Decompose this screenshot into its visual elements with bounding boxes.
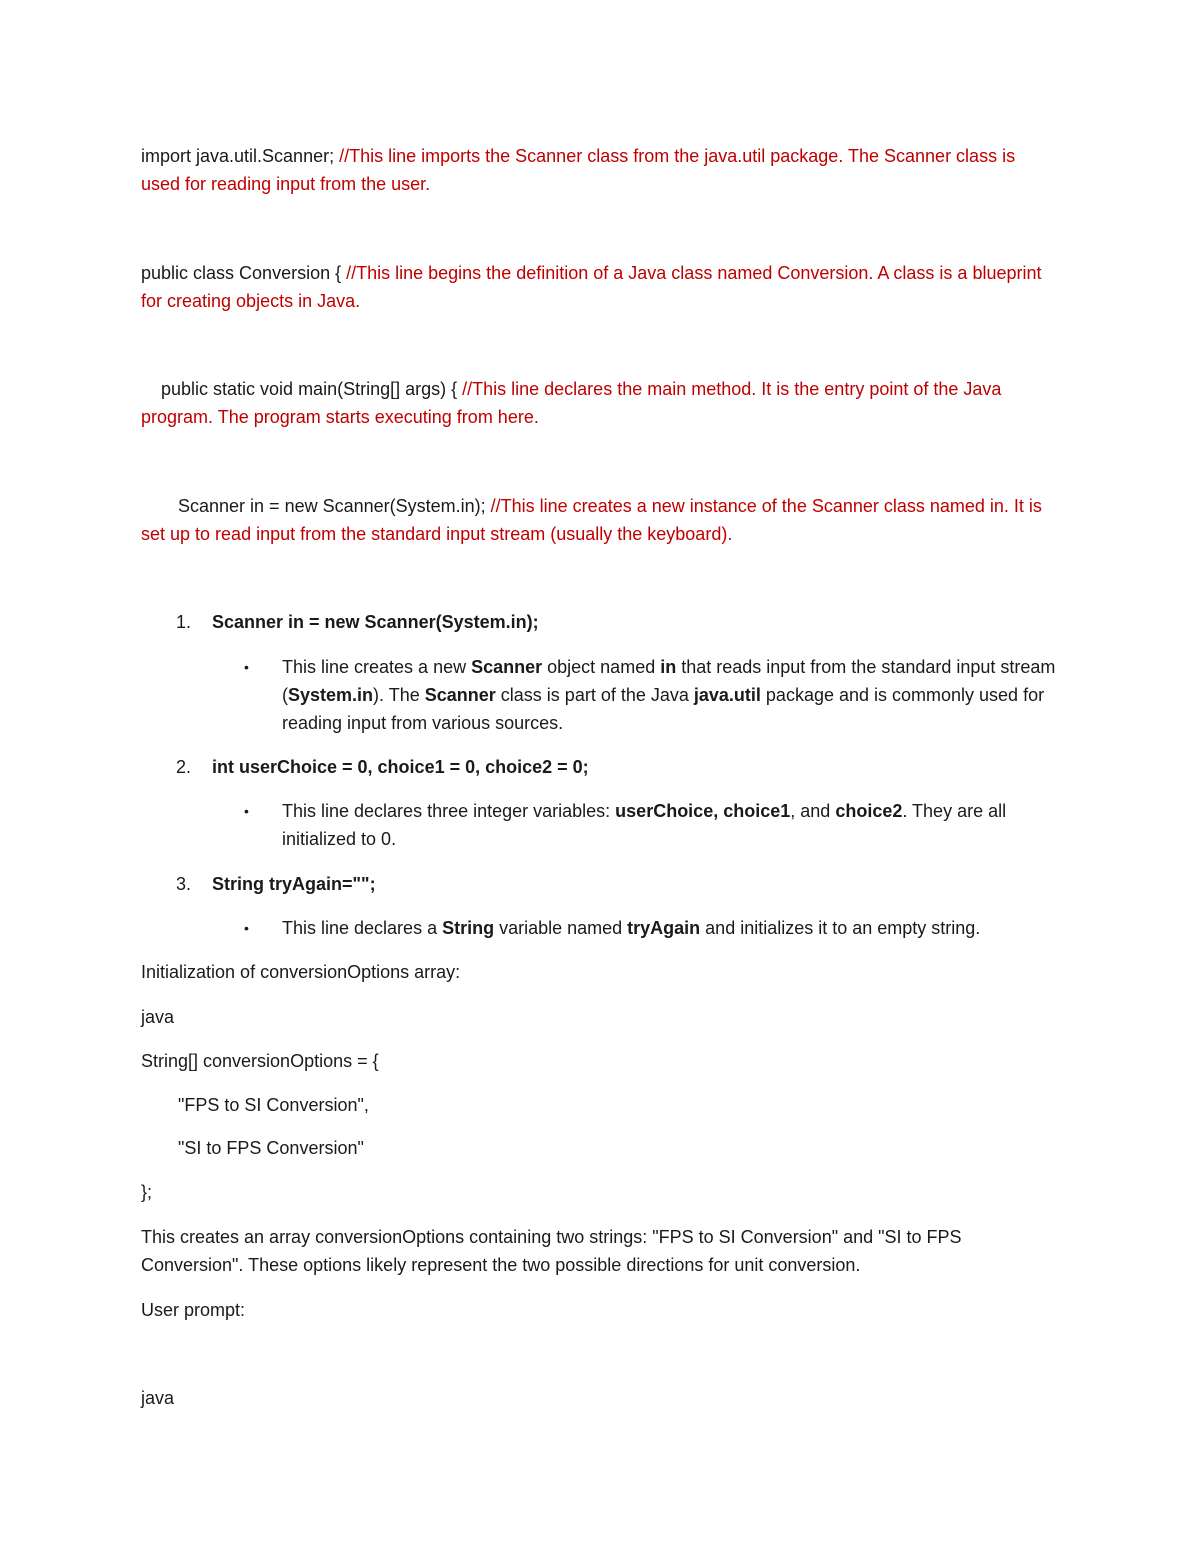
bold-run: tryAgain — [627, 918, 701, 938]
init-heading: Initialization of conversionOptions array: — [141, 962, 461, 982]
code-import: import java.util.Scanner; — [141, 146, 340, 166]
text-run: , and — [790, 801, 836, 821]
comment-scanner: //This line creates a new instance of the Scanner class named in. It is set up to read input from the standard input stream (usually the keyboard). — [141, 496, 1042, 544]
text-run: ). The — [373, 685, 425, 705]
bullet-text — [282, 653, 1062, 737]
text-run: and initializes it to an empty string. — [700, 918, 981, 938]
paragraph-import — [141, 142, 1056, 198]
text-run: class is part of the Java — [495, 685, 694, 705]
java-label: java — [141, 1388, 175, 1408]
text-run: variable named — [494, 918, 628, 938]
text-run: that reads input from the standard input stream ( — [282, 657, 1056, 705]
text-run: object named — [542, 657, 661, 677]
bold-run: choice1 — [723, 801, 791, 821]
bold-run: String — [442, 918, 495, 938]
code-main: public static void main(String[] args) { — [161, 379, 463, 399]
array-option-2: "SI to FPS Conversion" — [178, 1138, 364, 1158]
list-heading: int userChoice = 0, choice1 = 0, choice2 = 0; — [212, 757, 589, 777]
comment-import: //This line imports the Scanner class from the java.util package. The Scanner class is used for reading input from the user. — [141, 146, 1016, 194]
list-number: 2. — [176, 757, 192, 777]
paragraph-scanner — [141, 492, 1056, 548]
text-run: , — [713, 801, 724, 821]
array-option-1: "FPS to SI Conversion", — [178, 1095, 369, 1115]
array-explanation: This creates an array conversionOptions containing two strings: "FPS to SI Conversion" and "SI to FPS Conversion". These options likely represent the two possible directions for unit conversion. — [141, 1227, 962, 1275]
bold-run: java.util — [693, 685, 761, 705]
text-run: This line declares a — [282, 918, 443, 938]
bullet-text — [282, 797, 1062, 853]
list-heading: Scanner in = new Scanner(System.in); — [212, 612, 539, 632]
comment-main: //This line declares the main method. It is the entry point of the Java program. The program starts executing from here. — [141, 379, 1002, 427]
bullet-icon: • — [244, 803, 249, 819]
list-number: 1. — [176, 612, 192, 632]
bold-run: userChoice — [615, 801, 714, 821]
paragraph-class — [141, 259, 1056, 315]
bold-run: Scanner — [424, 685, 496, 705]
text-run: This line creates a new — [282, 657, 472, 677]
text-run: . They are all initialized to 0. — [282, 801, 1007, 849]
bullet-icon: • — [244, 920, 249, 936]
list-heading: String tryAgain=""; — [212, 874, 376, 894]
bullet-icon: • — [244, 659, 249, 675]
paragraph-main — [141, 375, 1056, 431]
bold-run: Scanner — [471, 657, 543, 677]
bold-run: in — [660, 657, 677, 677]
java-label: java — [141, 1007, 175, 1027]
array-open: String[] conversionOptions = { — [141, 1051, 379, 1071]
list-number: 3. — [176, 874, 192, 894]
code-scanner: Scanner in = new Scanner(System.in); — [178, 496, 491, 516]
comment-class: //This line begins the definition of a Java class named Conversion. A class is a blueprint for creating objects in Java. — [141, 263, 1042, 311]
bold-run: choice2 — [835, 801, 903, 821]
bold-run: System.in — [288, 685, 374, 705]
code-class: public class Conversion { — [141, 263, 347, 283]
text-run: This line declares three integer variables: — [282, 801, 616, 821]
array-close: }; — [141, 1182, 153, 1202]
text-run: package and is commonly used for reading input from various sources. — [282, 685, 1045, 733]
bullet-text — [282, 914, 1062, 942]
user-prompt-heading: User prompt: — [141, 1300, 246, 1320]
